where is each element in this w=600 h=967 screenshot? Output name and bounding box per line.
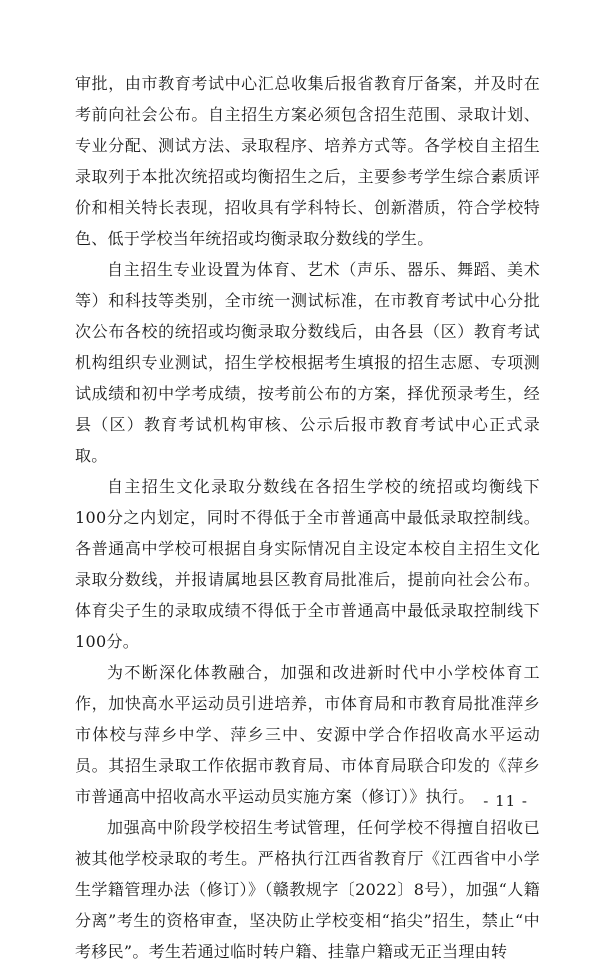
paragraph-1: 审批，由市教育考试中心汇总收集后报省教育厅备案，并及时在考前向社会公布。自主招生方案必须包含招生范围、录取计划、专业分配、测试方法、录取程序、培养方式等。各学校自主招生录取列于本批次统招或均衡招生之后，主要参考学生综合素质评价和相关特长表现，招收具有学科特长、创新潜质，符合学校特色、低于学校当年统招或均衡录取分数线的学生。 — [75, 74, 540, 248]
body-text — [75, 68, 540, 967]
paragraph-3: 自主招生文化录取分数线在各招生学校的统招或均衡线下100分之内划定，同时不得低于全市普通高中最低录取控制线。各普通高中学校可根据自身实际情况自主设定本校自主招生文化录取分数线，并报请属地县区教育局批准后，提前向社会公布。体育尖子生的录取成绩不得低于全市普通高中最低录取控制线下100分。 — [75, 477, 540, 651]
page-number: - 11 - — [483, 792, 528, 810]
paragraph-5: 加强高中阶段学校招生考试管理，任何学校不得擅自招收已被其他学校录取的考生。严格执行江西省教育厅《江西省中小学生学籍管理办法（修订）》（赣教规字〔2022〕8号），加强“人籍分离”考生的资格审查，坚决防止学校变相“掐尖”招生，禁止“中考移民”。考生若通过临时转户籍、挂靠户籍或无正当理由转 — [75, 818, 540, 961]
paragraph-2: 自主招生专业设置为体育、艺术（声乐、器乐、舞蹈、美术等）和科技等类别，全市统一测试标准，在市教育考试中心分批次公布各校的统招或均衡录取分数线后，由各县（区）教育考试机构组织专业测试，招生学校根据考生填报的招生志愿、专项测试成绩和初中学考成绩，按考前公布的方案，择优预录考生，经县（区）教育考试机构审核、公示后报市教育考试中心正式录取。 — [75, 260, 540, 465]
paragraph-4: 为不断深化体教融合，加强和改进新时代中小学校体育工作，加快高水平运动员引进培养，市体育局和市教育局批准萍乡市体校与萍乡中学、萍乡三中、安源中学合作招收高水平运动员。其招生录取工作依据市教育局、市体育局联合印发的《萍乡市普通高中招收高水平运动员实施方案（修订）》执行。 — [75, 663, 540, 806]
